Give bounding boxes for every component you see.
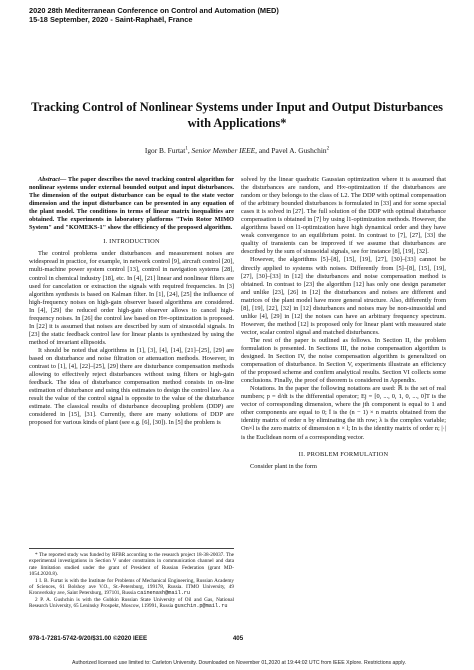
abstract-text: — The paper describes the novel tracking control algorithm for nonlinear systems under external bounded output and input disturbances. The dimension of the output disturbance can be equal to the state vector dimension and the input disturbance can be presented in any equation of the plant model. The conditions in terms of linear matrix inequalities are obtained. The experiments in laboratory platforms "Twin Rotor MIMO System" and "KOMEKS-1" show the efficiency of the proposed algorithm. [29,176,234,232]
conference-line-2: 15-18 September, 2020 - Saint-Raphaël, France [29,15,193,24]
intro-paragraph-1: The control problems under disturbances and measurement noises are widespread in practice, for example, in network control [9], aircraft control [20], multi-machine power system control [13], control in navigation systems [28], control in chemical industry [18], etc. In [4], [21] linear and nonlinear filters are used for cancelation or extraction the signals with required frequencies. In [3] algorithm synthesis is based on Kalman filter. In [1], [24], [25] the influence of high-frequency noises on high-gain observer based algorithms are considered. In [4], [29] the reduced order high-gain observer allows to cancel high-frequency noises. In [26] the control law based on H∞-optimization is proposed. In [22] it is assumed that noises are described by sum of sinusoidal signals. In [23] the static feedback control law for linear plants is synthesized by using the method of invariant ellipsoids. [29,250,234,346]
paper-title: Tracking Control of Nonlinear Systems under Input and Output Disturbances with Applications* [31,100,443,130]
footnote-author-1-text: 1 I. B. Furtat is with the Institute for Problems of Mechanical Engineering, Russian Academy of Sciences, 61 Bolshoy ave V.O., St.-Petersburg, 199178, Russia. ITMO University, 49 Kronverksky ave, Saint Petersburg, 197101, Russia [29,577,234,597]
section-heading-introduction: I. INTRODUCTION [103,238,160,246]
footnote-author-2 [29,597,234,610]
author-1: Igor B. Furtat [144,146,186,155]
author-2: , and Pavel A. Gushchin [255,146,327,155]
right-paragraph-2: However, the algorithms [5]–[8], [15], [19], [27], [30]–[33] cannot be directly applied to systems with noises. Differently from [5]–[8], [15], [19], [27], [30]–[33] in [12] the disturbances and noise compensation method is obtained. In contrast to [23] the algorithm [12] has only one design parameter and unlike [23], [26] in [12] the disturbances and noises are different and matrices of the plant model have more general structure. Also, differently from [8], [19], [22], [32] in [12] disturbances and noises may be non-sinusoidal and unlike [4], [29] in [12] the noises can have an arbitrary frequency spectrum. However, the method [12] is proposed only for linear plant with measured state vector, scalar control signal and matched disturbances. [241,256,446,336]
email-author-2[interactable]: guschin.p@mail.ru [174,603,228,610]
right-column [241,176,446,634]
footnote-author-1 [29,578,234,597]
isbn-copyright: 978-1-7281-5742-9/20/$31.00 ©2020 IEEE [29,635,148,642]
right-paragraph-3: The rest of the paper is outlined as follows. In Section II, the problem formulation is presented. In Sections III, the noise compensation algorithm is designed. In Section IV, the noise compensation algorithm is generalized on compensation of disturbance. In Section V, experiments illustrate an efficiency of the proposed scheme and confirm analytical results. Section VI collects some conclusions. Finally, the proof of theorem is considered in Appendix. [241,336,446,385]
page-number: 405 [232,635,244,642]
author-1-role: Senior Member IEEE [191,146,256,155]
right-paragraph-1: solved by the linear quadratic Gaussian optimization where it is assumed that the disturbances are random, and H∞-optimization if the disturbances are random or they belongs to the class of L2. The DDP with optimal compensation of the arbitrary bounded disturbances is formulated in [33] and for some special cases it is solved in [27]. The full solution of the DDP with optimal disturbance compensation is obtained in [7] by using l1-optimization methods. However, the algorithms based on l1-optimization have high dynamical order and they have weak convergence to an equilibrium point. In contrast to [7], [27], [33] the quality of transients can be improved if we assume that disturbances are described by the sum of sinusoidal signals, see for instance [8], [19], [32]. [241,176,446,256]
intro-paragraph-2: It should be noted that algorithms in [1], [3], [4], [14], [21]–[25], [29] are based on disturbance and noise filtration or attenuation methods. However, in contrast to [1], [4], [22]–[25], [29] there are disturbance compensation methods allowing to effectively reject disturbances without using filters or high-gain feedback. The idea of disturbance compensation method consists in on-line estimation of disturbance and using this estimates to design the control law. As a result the value of the control signal is opposite to the value of the disturbance estimate. The classical results of disturbance decoupling problem (DDP) are considered in [15], [31]. Currently, there are many solutions of DDP are proposed for various kinds of plant (see e.g. [6], [30]). In [5] the problem is [29,346,234,427]
author-line [20,146,454,155]
author-separator: , [187,146,192,155]
notations-paragraph: Notations. In the paper the following notations are used: ℝ is the set of real numbers; p = d/dt is the differential operator; Ej = [0, ..., 0, 1, 0, ..., 0]T is the vector of corresponding dimension, where the jth component is equal to 1 and other components are equal to 0; Ī is the (n − 1) × n matrix obtained from the identity matrix of order n by eliminating the ith row; λ is the complex variable; On×l is the zero matrix of dimension n × l; In is the identity matrix of order n; |·| is the Euclidean norm of a corresponding vector. [241,385,446,441]
email-author-1[interactable]: cainenash@mail.ru [137,590,191,597]
plant-intro: Consider plant in the form [250,462,317,470]
footnotes [29,548,234,610]
footnote-funding: * The reported study was funded by RFBR according to the research project 18-38-20037. The experimental investigations in Section V under constraints in communication channel and data rate limitation studied under the grant of President of Russian Federation (grant MD-1054.2020.8). [29,552,234,578]
section-heading-problem-formulation: II. PROBLEM FORMULATION [298,450,389,458]
abstract-label: Abstract [38,176,60,183]
footnote-author-2-text: 2 P. A. Gushchin is with the Gubkin Russian State University of Oil and Gas, National Research University, 65 Leninsky Prospekt, Moscow, 119991, Russia [29,596,234,610]
author-1-affiliation-mark: 1 [185,146,188,152]
author-2-affiliation-mark: 2 [326,146,330,152]
conference-line-1: 2020 28th Mediterranean Conference on Control and Automation (MED) [29,6,279,15]
conference-header [29,6,449,24]
abstract [29,176,234,232]
license-notice: Authorized licensed use limited to: Carleton University. Downloaded on November 01,2020 at 19:44:02 UTC from IEEE Xplore. Restrictions apply. [72,660,406,666]
